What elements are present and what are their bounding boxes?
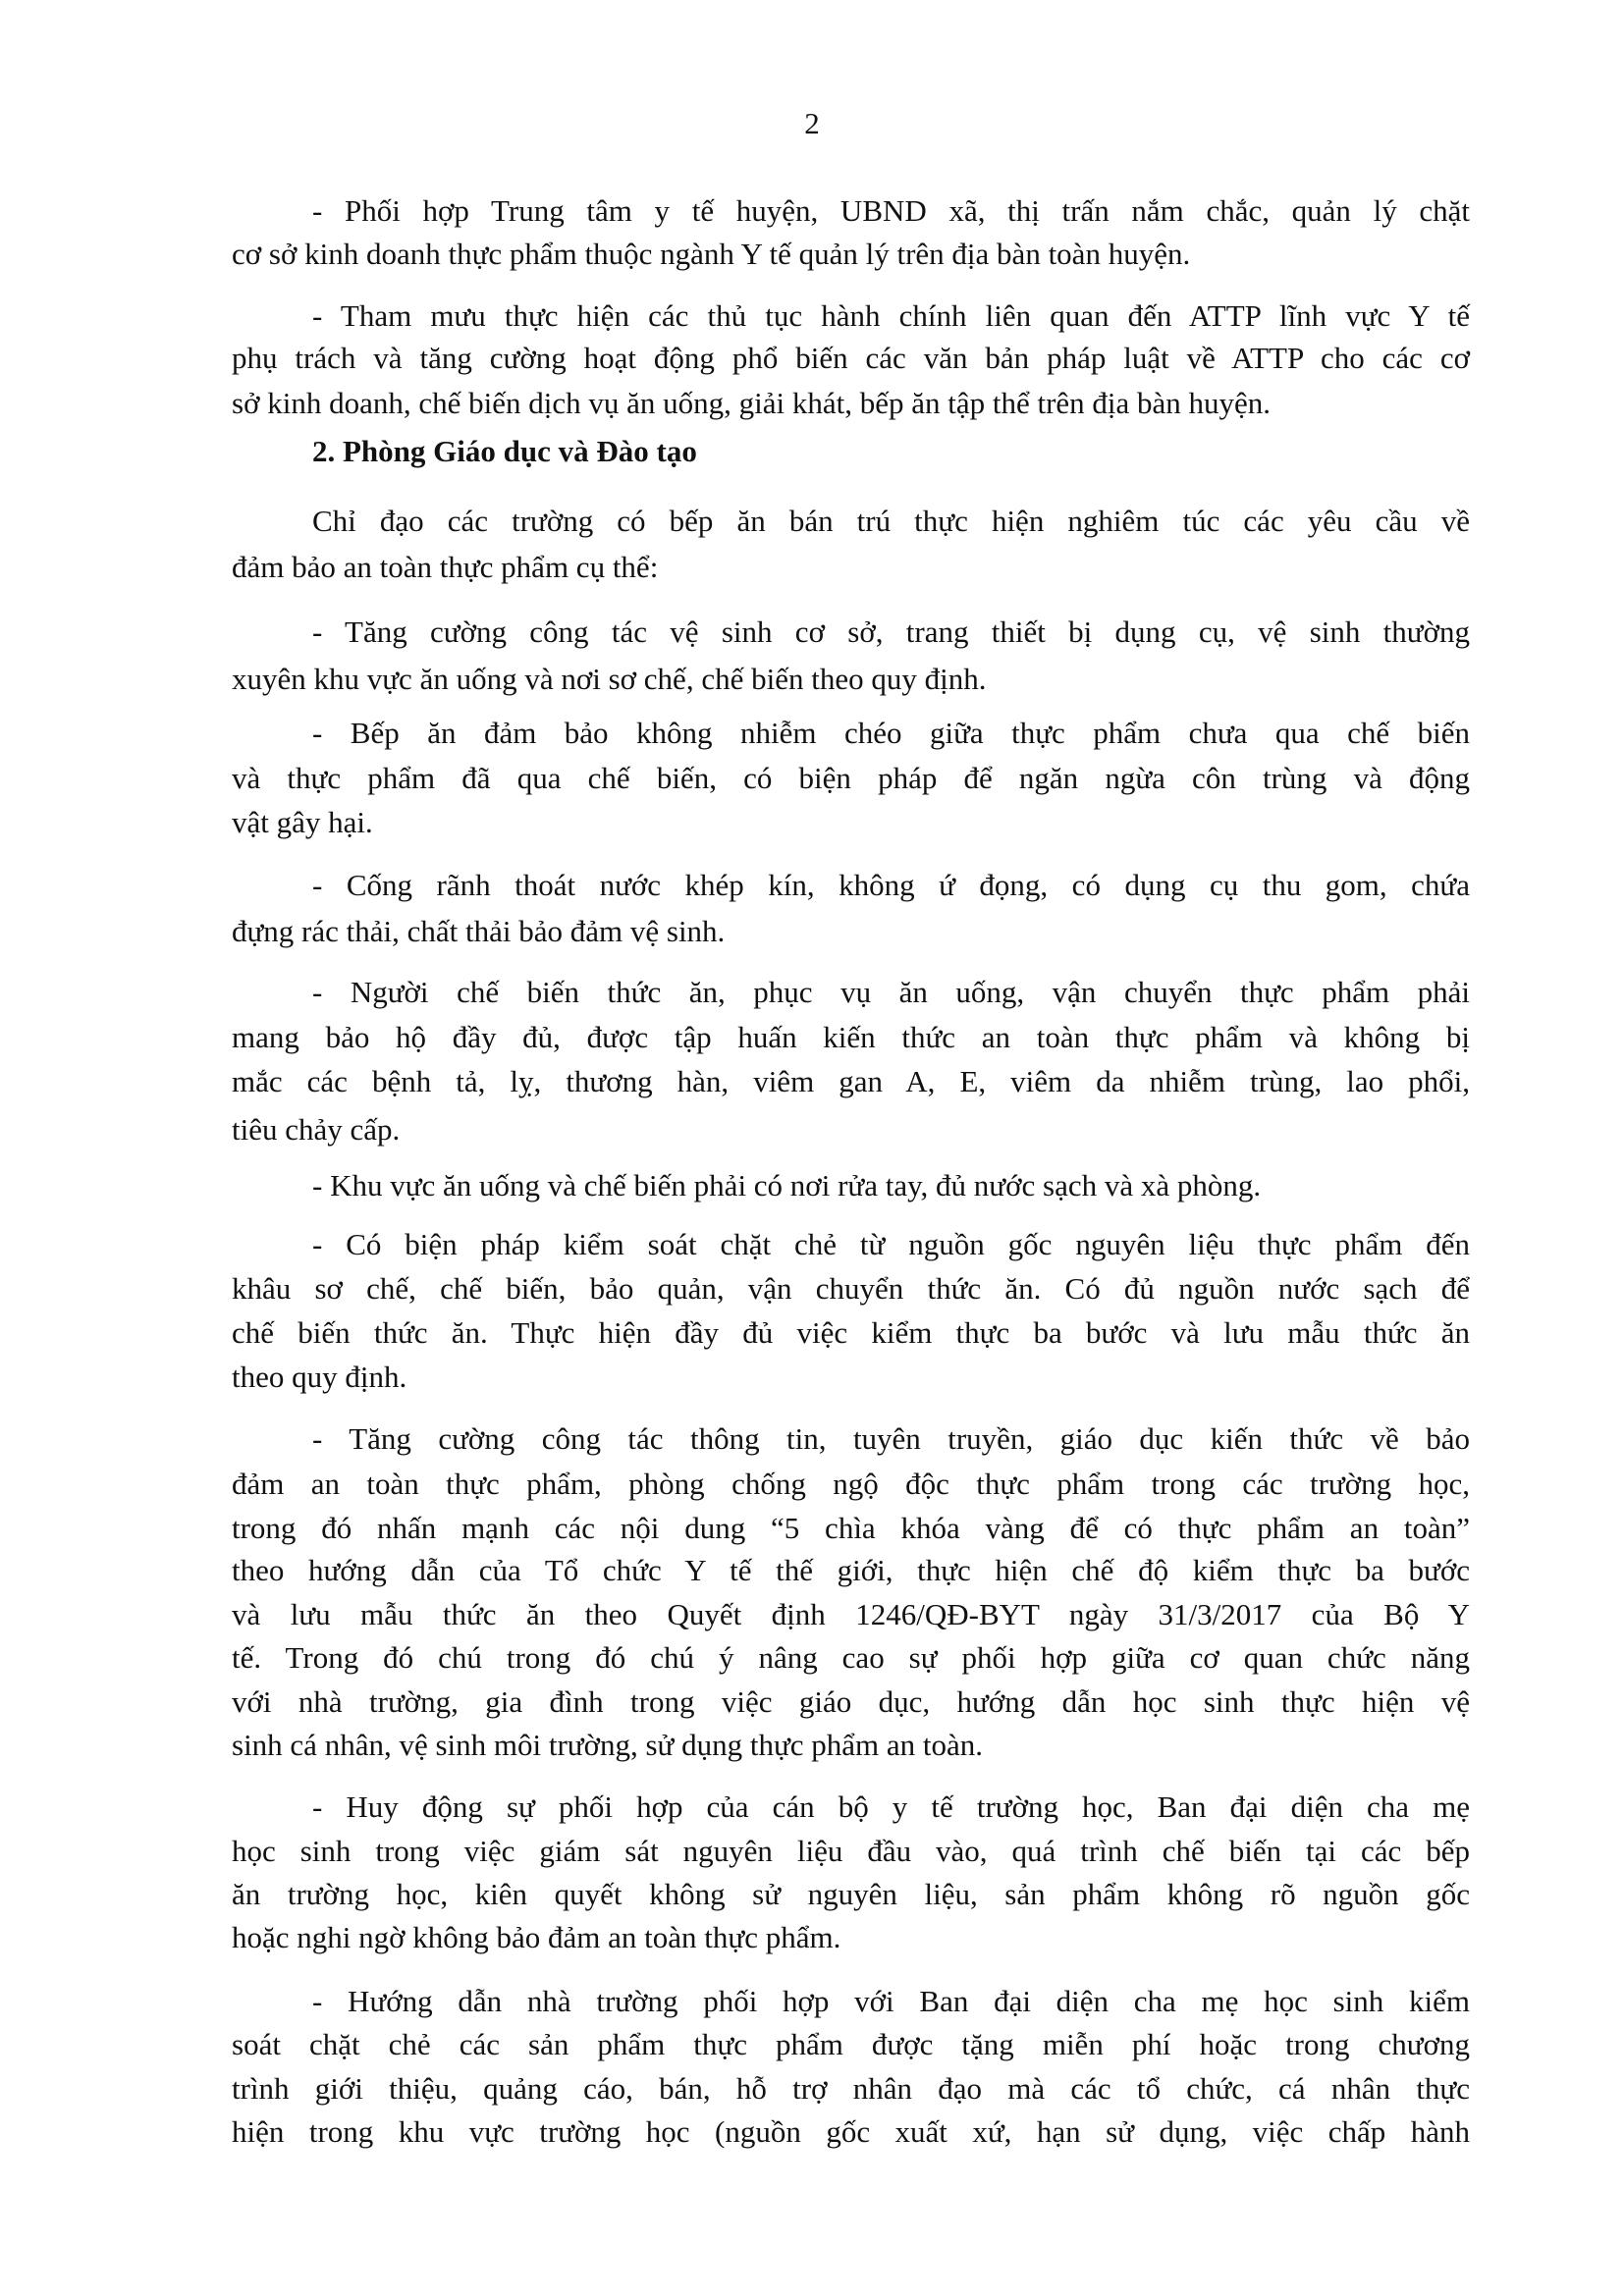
paragraph-line: sở kinh doanh, chế biến dịch vụ ăn uống, giải khát, bếp ăn tập thể trên địa bàn huyện. <box>232 386 1272 420</box>
page-number: 2 <box>804 106 820 140</box>
paragraph-line: trong đó nhấn mạnh các nội dung “5 chìa khóa vàng để có thực phẩm an toàn” <box>232 1511 1470 1545</box>
paragraph-line: tế. Trong đó chú trong đó chú ý nâng cao sự phối hợp giữa cơ quan chức năng <box>232 1640 1470 1675</box>
paragraph-line: tiêu chảy cấp. <box>232 1112 401 1147</box>
paragraph-line: - Tăng cường công tác thông tin, tuyên truyền, giáo dục kiến thức về bảo <box>312 1421 1470 1456</box>
paragraph-line: - Người chế biến thức ăn, phục vụ ăn uống, vận chuyển thực phẩm phải <box>312 975 1470 1009</box>
paragraph-line: mắc các bệnh tả, lỵ, thương hàn, viêm gan A, E, viêm da nhiễm trùng, lao phổi, <box>232 1064 1470 1098</box>
paragraph-line: - Khu vực ăn uống và chế biến phải có nơi rửa tay, đủ nước sạch và xà phòng. <box>312 1168 1262 1202</box>
paragraph-line: đựng rác thải, chất thải bảo đảm vệ sinh. <box>232 914 726 948</box>
paragraph-line: - Bếp ăn đảm bảo không nhiễm chéo giữa thực phẩm chưa qua chế biến <box>312 716 1470 750</box>
section-heading: 2. Phòng Giáo dục và Đào tạo <box>312 434 697 468</box>
paragraph-line: theo hướng dẫn của Tổ chức Y tế thế giới, thực hiện chế độ kiểm thực ba bước <box>232 1553 1470 1587</box>
paragraph-line: hoặc nghi ngờ không bảo đảm an toàn thực phẩm. <box>232 1920 841 1954</box>
paragraph-line: - Phối hợp Trung tâm y tế huyện, UBND xã, thị trấn nắm chắc, quản lý chặt <box>312 193 1470 228</box>
paragraph-line: - Huy động sự phối hợp của cán bộ y tế trường học, Ban đại diện cha mẹ <box>312 1789 1470 1824</box>
paragraph-line: - Cống rãnh thoát nước khép kín, không ứ đọng, có dụng cụ thu gom, chứa <box>312 868 1470 902</box>
paragraph-line: - Hướng dẫn nhà trường phối hợp với Ban đại diện cha mẹ học sinh kiểm <box>312 1984 1470 2018</box>
paragraph-line: ăn trường học, kiên quyết không sử nguyên liệu, sản phẩm không rõ nguồn gốc <box>232 1877 1470 1911</box>
paragraph-line: phụ trách và tăng cường hoạt động phổ biến các văn bản pháp luật về ATTP cho các cơ <box>232 341 1470 375</box>
paragraph-line: sinh cá nhân, vệ sinh môi trường, sử dụng thực phẩm an toàn. <box>232 1728 984 1762</box>
paragraph-line: hiện trong khu vực trường học (nguồn gốc xuất xứ, hạn sử dụng, việc chấp hành <box>232 2114 1470 2149</box>
paragraph-line: xuyên khu vực ăn uống và nơi sơ chế, chế biến theo quy định. <box>232 662 987 696</box>
paragraph-line: vật gây hại. <box>232 805 373 839</box>
paragraph-line: Chỉ đạo các trường có bếp ăn bán trú thực hiện nghiêm túc các yêu cầu về <box>312 504 1470 538</box>
paragraph-line: và thực phẩm đã qua chế biến, có biện pháp để ngăn ngừa côn trùng và động <box>232 761 1470 795</box>
paragraph-line: đảm bảo an toàn thực phẩm cụ thể: <box>232 550 659 584</box>
paragraph-line: học sinh trong việc giám sát nguyên liệu đầu vào, quá trình chế biến tại các bếp <box>232 1834 1470 1868</box>
paragraph-line: cơ sở kinh doanh thực phẩm thuộc ngành Y tế quản lý trên địa bàn toàn huyện. <box>232 237 1191 271</box>
paragraph-line: - Tham mưu thực hiện các thủ tục hành chính liên quan đến ATTP lĩnh vực Y tế <box>312 298 1470 333</box>
paragraph-line: - Tăng cường công tác vệ sinh cơ sở, trang thiết bị dụng cụ, vệ sinh thường <box>312 614 1470 649</box>
paragraph-line: và lưu mẫu thức ăn theo Quyết định 1246/QĐ-BYT ngày 31/3/2017 của Bộ Y <box>232 1597 1470 1631</box>
paragraph-line: khâu sơ chế, chế biến, bảo quản, vận chuyển thức ăn. Có đủ nguồn nước sạch để <box>232 1271 1470 1306</box>
paragraph-line: với nhà trường, gia đình trong việc giáo dục, hướng dẫn học sinh thực hiện vệ <box>232 1684 1470 1719</box>
paragraph-line: đảm an toàn thực phẩm, phòng chống ngộ độc thực phẩm trong các trường học, <box>232 1467 1470 1501</box>
paragraph-line: mang bảo hộ đầy đủ, được tập huấn kiến thức an toàn thực phẩm và không bị <box>232 1020 1470 1054</box>
paragraph-line: theo quy định. <box>232 1360 407 1394</box>
paragraph-line: chế biến thức ăn. Thực hiện đầy đủ việc kiểm thực ba bước và lưu mẫu thức ăn <box>232 1315 1470 1350</box>
paragraph-line: - Có biện pháp kiểm soát chặt chẻ từ nguồn gốc nguyên liệu thực phẩm đến <box>312 1227 1470 1261</box>
paragraph-line: trình giới thiệu, quảng cáo, bán, hỗ trợ nhân đạo mà các tổ chức, cá nhân thực <box>232 2071 1470 2106</box>
paragraph-line: soát chặt chẻ các sản phẩm thực phẩm được tặng miễn phí hoặc trong chương <box>232 2027 1470 2061</box>
